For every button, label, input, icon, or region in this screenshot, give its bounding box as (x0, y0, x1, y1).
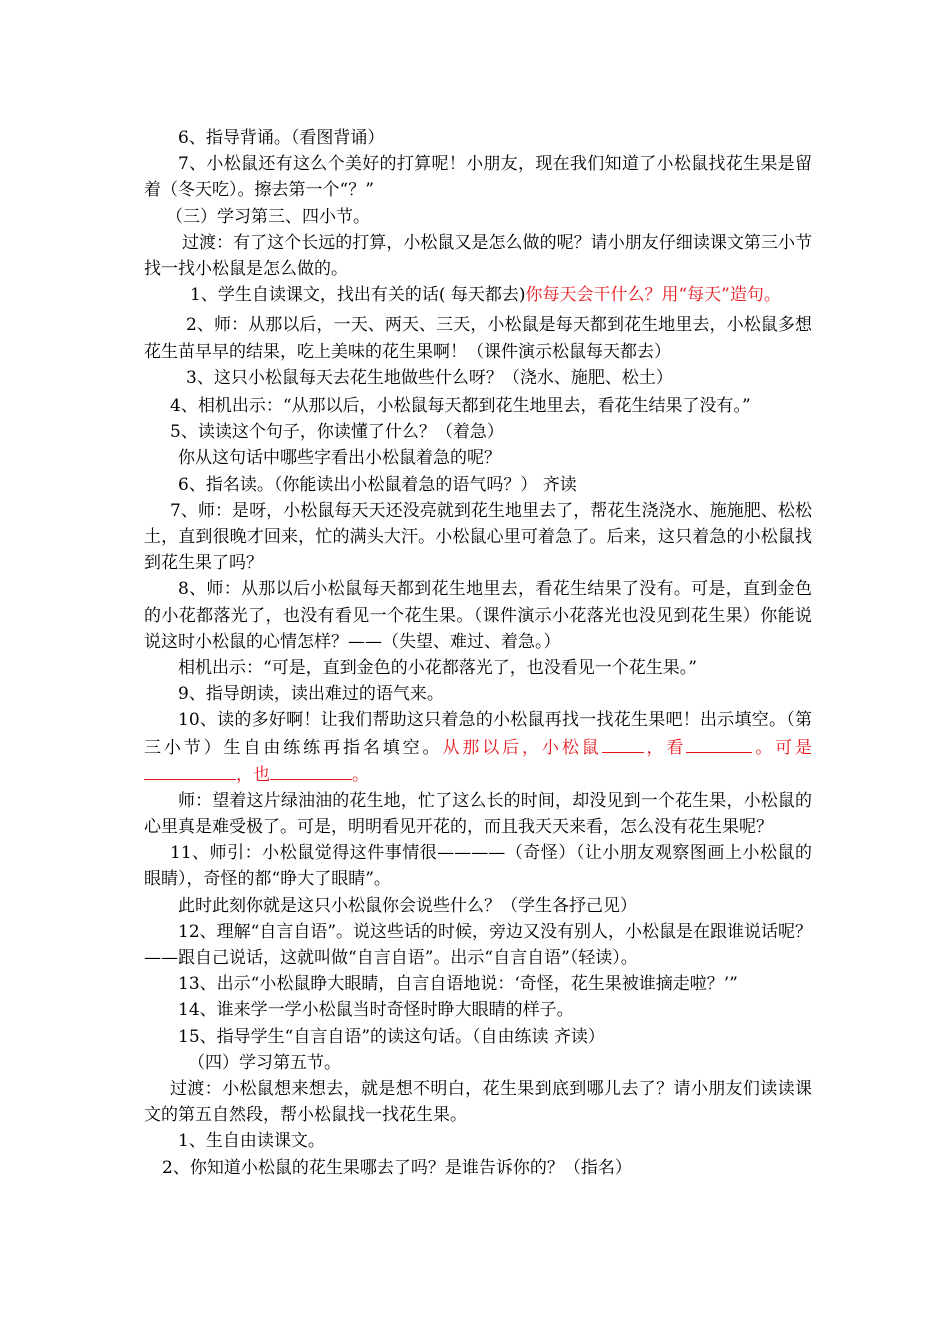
paragraph: 2、师：从那以后，一天、两天、三天，小松鼠是每天都到花生地里去，小松鼠多想花生苗早早的结果，吃上美味的花生果啊！（课件演示松鼠每天都去） (144, 315, 812, 362)
paragraph-text: 10、读的多好啊！让我们帮助这只着急的小松鼠再找一找花生果吧！出示填空。（第三小节）生自由练练再指名填空。 (144, 710, 812, 758)
paragraph: 9、指导朗读，读出难过的语气来。 (178, 684, 444, 705)
highlighted-text: 你每天会干什么？用“每天”造句。 (525, 285, 781, 306)
fill-in-text: 从那以后，小松鼠 (442, 737, 602, 758)
fill-in-blank (144, 761, 236, 780)
paragraph (144, 282, 812, 308)
paragraph: 3、这只小松鼠每天去花生地做些什么呀？（浇水、施肥、松土） (186, 367, 673, 388)
paragraph: 相机出示：“可是，直到金色的小花都落光了，也没看见一个花生果。” (178, 658, 697, 679)
fill-in-blank (602, 734, 644, 753)
fill-in-blank (686, 734, 706, 753)
paragraph: 此时此刻你就是这只小松鼠你会说些什么？（学生各抒己见） (178, 895, 637, 916)
fill-in-blank (270, 761, 352, 780)
fill-in-text: 。 (352, 764, 369, 785)
paragraph: 13、出示“小松鼠睁大眼睛，自言自语地说：‘奇怪，花生果被谁摘走啦？’” (178, 974, 738, 995)
paragraph: 8、师：从那以后小松鼠每天都到花生地里去，看花生结果了没有。可是，直到金色的小花都落光了，也没有看见一个花生果。（课件演示小花落光也没见到花生果）你能说说这时小松鼠的心情怎样？——（失望、难过、着急。） (144, 579, 812, 652)
paragraph: 过渡：有了这个长远的打算，小松鼠又是怎么做的呢？请小朋友仔细读课文第三小节找一找小松鼠是怎么做的。 (144, 232, 812, 280)
paragraph: 7、小松鼠还有这么个美好的打算呢！小朋友，现在我们知道了小松鼠找花生果是留着（冬天吃）。擦去第一个“？” (144, 154, 812, 201)
paragraph: 师：望着这片绿油油的花生地，忙了这么长的时间，却没见到一个花生果，小松鼠的心里真是难受极了。可是，明明看见开花的，而且我天天来看，怎么没有花生果呢？ (144, 790, 812, 837)
paragraph: 6、指名读。（你能读出小松鼠着急的语气吗？） 齐读 (178, 474, 577, 495)
paragraph: 12、理解“自言自语”。说这些话的时候，旁边又没有别人，小松鼠是在跟谁说话呢？——跟自己说话，这就叫做“自言自语”。出示“自言自语”（轻读）。 (144, 921, 813, 968)
fill-in-text: ，也 (236, 764, 270, 785)
paragraph: 11、师引：小松鼠觉得这件事情很————（奇怪）（让小朋友观察图画上小松鼠的眼睛），奇怪的都“睁大了眼睛”。 (144, 843, 812, 890)
paragraph: 过渡：小松鼠想来想去，就是想不明白，花生果到底到哪儿去了？请小朋友们读读课文的第五自然段，帮小松鼠找一找花生果。 (144, 1079, 812, 1126)
paragraph: 6、指导背诵。（看图背诵） (178, 128, 385, 148)
paragraph: 7、师：是呀，小松鼠每天天还没亮就到花生地里去了，帮花生浇浇水、施施肥、松松土，直到很晚才回来，忙的满头大汗。小松鼠心里可着急了。后来，这只着急的小松鼠找到花生果了吗？ (144, 500, 812, 574)
paragraph: 4、相机出示：“从那以后，小松鼠每天都到花生地里去，看花生结果了没有。” (170, 396, 751, 417)
fill-in-text: ，看 (643, 737, 687, 758)
fill-in-text: 。可是 (752, 737, 813, 758)
paragraph: 14、谁来学一学小松鼠当时奇怪时睁大眼睛的样子。 (178, 1000, 574, 1021)
fill-in-blank (706, 734, 752, 753)
paragraph (144, 707, 812, 787)
paragraph: 5、读读这个句子，你读懂了什么？（着急） (170, 422, 504, 443)
section-heading: （四）学习第五节。 (188, 1052, 341, 1073)
paragraph: 1、生自由读课文。 (178, 1131, 325, 1152)
section-heading: （三）学习第三、四小节。 (166, 206, 370, 227)
paragraph: 2、你知道小松鼠的花生果哪去了吗？是谁告诉你的？（指名） (162, 1157, 632, 1178)
paragraph-text: 1、学生自读课文，找出有关的话( 每天都去) (190, 285, 526, 306)
paragraph: 15、指导学生“自言自语”的读这句话。（自由练读 齐读） (178, 1026, 605, 1047)
paragraph: 你从这句话中哪些字看出小松鼠着急的呢？ (178, 448, 501, 469)
